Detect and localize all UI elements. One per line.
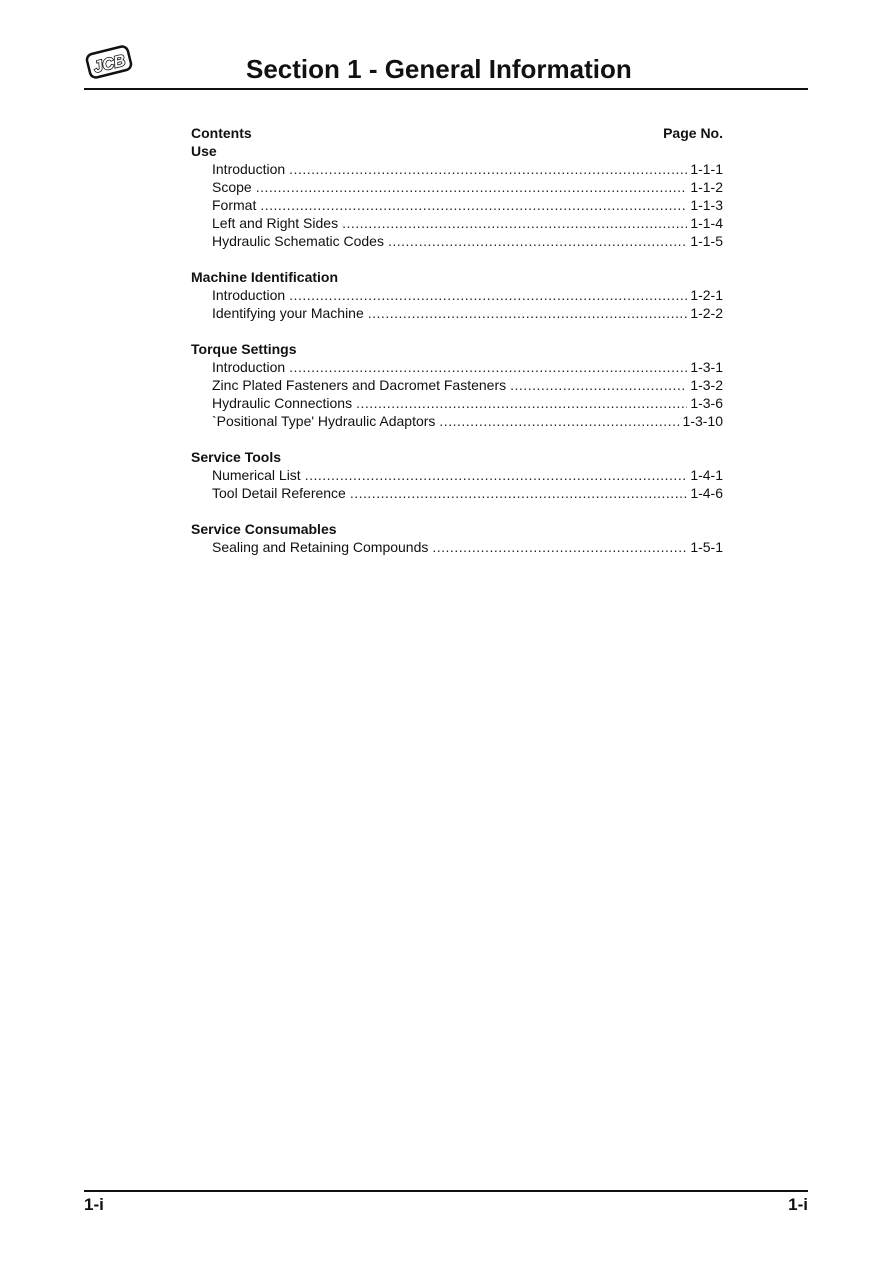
footer-rule — [84, 1190, 808, 1192]
toc-entry[interactable] — [191, 304, 723, 322]
toc-entry[interactable] — [191, 376, 723, 394]
table-of-contents — [191, 124, 723, 574]
toc-section-title: Torque Settings — [191, 341, 297, 357]
toc-entry[interactable] — [191, 232, 723, 250]
toc-entry-page: 1-4-6 — [690, 485, 723, 501]
toc-entry[interactable] — [191, 484, 723, 502]
toc-entry[interactable] — [191, 160, 723, 178]
dot-leader — [388, 232, 687, 250]
toc-section — [191, 520, 723, 556]
toc-section — [191, 142, 723, 250]
footer-page-number-left: 1-i — [84, 1195, 104, 1214]
toc-entry[interactable] — [191, 286, 723, 304]
dot-leader — [289, 286, 687, 304]
dot-leader — [350, 484, 687, 502]
header-rule — [84, 88, 808, 90]
dot-leader — [305, 466, 688, 484]
toc-entry-label: Introduction — [212, 287, 286, 303]
toc-entry-page: 1-1-5 — [690, 233, 723, 249]
toc-entry-page: 1-5-1 — [690, 539, 723, 555]
toc-entry-label: Introduction — [212, 359, 286, 375]
toc-section — [191, 448, 723, 502]
toc-entry-page: 1-3-2 — [690, 377, 723, 393]
toc-entry-page: 1-3-6 — [690, 395, 723, 411]
dot-leader — [260, 196, 687, 214]
toc-entry[interactable] — [191, 196, 723, 214]
toc-header — [191, 124, 723, 142]
toc-entry[interactable] — [191, 358, 723, 376]
toc-section-title: Service Tools — [191, 449, 282, 465]
toc-entry-page: 1-1-3 — [690, 197, 723, 213]
toc-entry[interactable] — [191, 538, 723, 556]
toc-entry-label: Hydraulic Schematic Codes — [212, 233, 384, 249]
toc-entry-label: Hydraulic Connections — [212, 395, 353, 411]
toc-sections — [191, 142, 723, 556]
dot-leader — [356, 394, 687, 412]
toc-entry-label: Sealing and Retaining Compounds — [212, 539, 429, 555]
toc-entry-label: Identifying your Machine — [212, 305, 364, 321]
toc-section-title: Machine Identification — [191, 269, 339, 285]
toc-entry-page: 1-3-10 — [682, 413, 723, 429]
dot-leader — [256, 178, 688, 196]
dot-leader — [368, 304, 688, 322]
toc-entry[interactable] — [191, 394, 723, 412]
toc-section — [191, 268, 723, 322]
toc-entry-label: Introduction — [212, 161, 286, 177]
toc-entry-page: 1-1-1 — [690, 161, 723, 177]
page-number-label: Page No. — [663, 125, 723, 141]
jcb-logo — [84, 43, 134, 81]
toc-entry-page: 1-3-1 — [690, 359, 723, 375]
toc-entry-label: Zinc Plated Fasteners and Dacromet Fasteners — [212, 377, 507, 393]
contents-label: Contents — [191, 125, 252, 141]
dot-leader — [432, 538, 687, 556]
toc-section-title: Use — [191, 143, 217, 159]
page-title: Section 1 - General Information — [246, 54, 632, 84]
toc-entry-label: Format — [212, 197, 257, 213]
logo-text: JCB — [92, 52, 128, 77]
toc-entry-label: `Positional Type' Hydraulic Adaptors — [212, 413, 436, 429]
toc-entry-page: 1-4-1 — [690, 467, 723, 483]
toc-section — [191, 340, 723, 430]
toc-section-title: Service Consumables — [191, 521, 337, 537]
toc-entry-page: 1-2-2 — [690, 305, 723, 321]
footer-page-number-right: 1-i — [788, 1195, 808, 1214]
toc-entry-page: 1-1-2 — [690, 179, 723, 195]
toc-entry-page: 1-2-1 — [690, 287, 723, 303]
dot-leader — [289, 160, 687, 178]
dot-leader — [439, 412, 679, 430]
toc-entry[interactable] — [191, 412, 723, 430]
toc-entry-label: Scope — [212, 179, 252, 195]
toc-entry-page: 1-1-4 — [690, 215, 723, 231]
dot-leader — [342, 214, 687, 232]
toc-entry-label: Left and Right Sides — [212, 215, 339, 231]
toc-entry[interactable] — [191, 466, 723, 484]
dot-leader — [289, 358, 687, 376]
toc-entry[interactable] — [191, 214, 723, 232]
dot-leader — [510, 376, 687, 394]
toc-entry-label: Numerical List — [212, 467, 301, 483]
toc-entry[interactable] — [191, 178, 723, 196]
toc-entry-label: Tool Detail Reference — [212, 485, 346, 501]
